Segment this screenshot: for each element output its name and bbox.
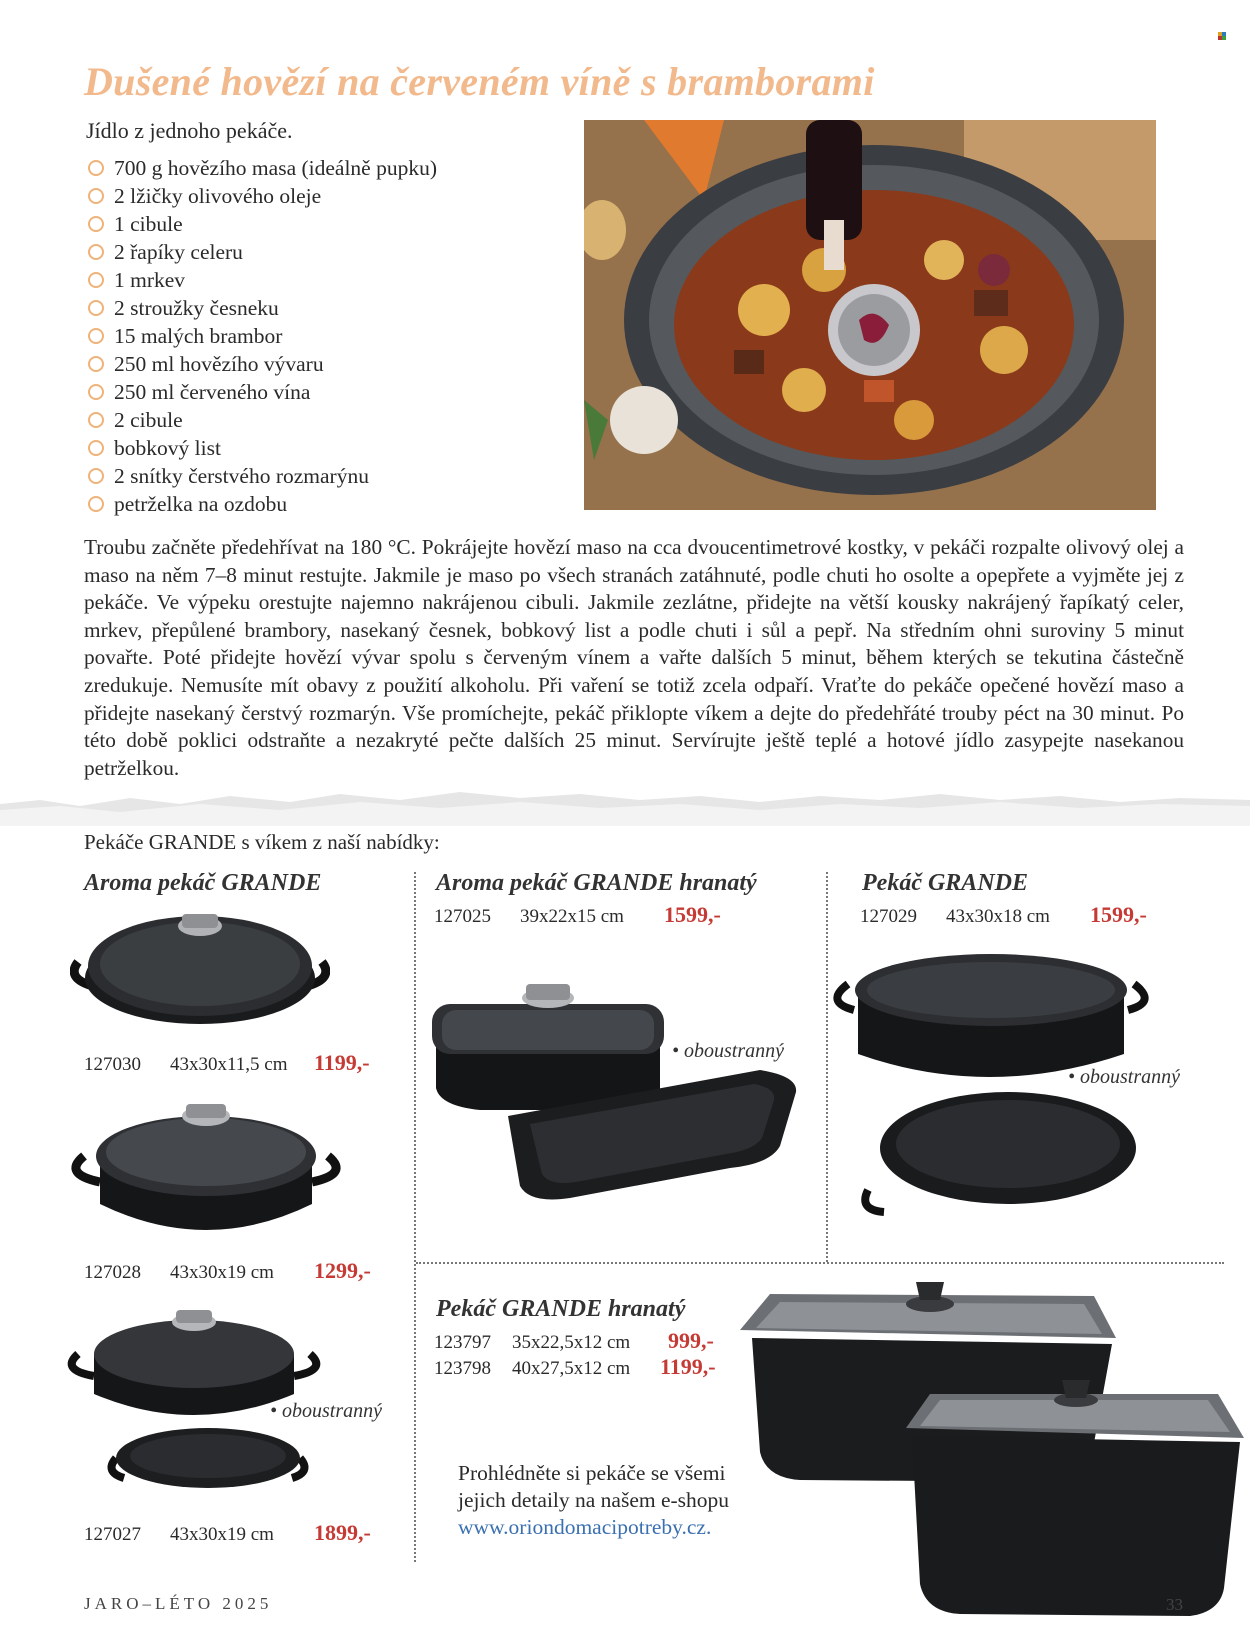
product-title: Aroma pekáč GRANDE hranatý [436,870,757,896]
product-image [66,1086,346,1246]
product-image [70,900,330,1030]
product-spec [434,1354,716,1380]
product-image [828,950,1154,1230]
ingredient-item: 2 lžičky olivového oleje [88,182,437,210]
ingredient-list [88,154,437,518]
recipe-photo [584,120,1156,510]
bullet-icon [88,412,104,428]
product-price: 1199,- [314,1050,370,1075]
row-divider [416,1262,1224,1264]
bullet-icon [88,496,104,512]
product-code: 127025 [434,906,491,927]
product-code: 127029 [860,906,917,927]
product-dimensions: 43x30x11,5 cm [170,1054,288,1075]
ingredient-item: 2 stroužky česneku [88,294,437,322]
product-price: 1199,- [660,1354,716,1379]
ingredient-item: 1 mrkev [88,266,437,294]
product-price: 999,- [668,1328,714,1353]
product-spec [84,1050,370,1076]
product-price: 1599,- [1090,902,1147,927]
product-dimensions: 43x30x19 cm [170,1262,274,1283]
ingredient-item: 1 cibule [88,210,437,238]
bullet-icon [88,300,104,316]
footer-season: JARO–LÉTO 2025 [84,1594,273,1613]
bullet-icon [88,160,104,176]
torn-paper-divider [0,786,1250,826]
ingredient-item: 2 snítky čerstvého rozmarýnu [88,462,437,490]
ingredient-item: 2 cibule [88,406,437,434]
bullet-icon [88,356,104,372]
product-dimensions: 43x30x19 cm [170,1524,274,1545]
recipe-method: Troubu začněte předehřívat na 180 °C. Pokrájejte hovězí maso na cca dvoucentimetrové kostky, v pekáči rozpalte olivový olej a maso na něm 7–8 minut restujte. Jakmile je maso po všech stranách zatáhnuté, podle chuti ho osolte a opepřete a vyjměte jej z pekáče. Ve výpeku orestujte najemno nakrájenou cibuli. Jakmile zezlátne, přidejte na větší kousky nakrájený řapíkatý celer, mrkev, přepůlené brambory, nasekaný česnek, bobkový list a podle chuti i sůl a pepř. Na středním ohni suroviny 5 minut povařte. Poté přidejte hovězí vývar spolu s červeným vínem a vařte dalších 5 minut, během kterých se tekutina částečně zredukuje. Nemusíte mít obavy z použití alkoholu. Při vaření se totiž zcela odpaří. Vraťte do pekáče opečené hovězí maso a přidejte nasekaný čerstvý rozmarýn. Vše promíchejte, pekáč přiklopte víkem a dejte do předehřáté trouby péct na 30 minut. Po této době poklici odstraňte a nezakryté pečte dalších 25 minut. Servírujte ještě teplé a hotové jídlo zasypejte nasekanou petrželkou. [84,535,1184,780]
eshop-note [458,1460,729,1541]
product-price: 1899,- [314,1520,371,1545]
ingredient-item: 250 ml hovězího vývaru [88,350,437,378]
product-title: Aroma pekáč GRANDE [84,870,322,896]
bullet-icon [88,328,104,344]
offer-intro: Pekáče GRANDE s víkem z naší nabídky: [84,830,440,854]
ingredient-item: 700 g hovězího masa (ideálně pupku) [88,154,437,182]
product-title: Pekáč GRANDE hranatý [436,1296,686,1322]
two-sided-note: • oboustranný [270,1400,383,1422]
product-spec [84,1258,371,1284]
product-spec [860,902,1147,928]
ingredient-item: bobkový list [88,434,437,462]
ingredient-item: 15 malých brambor [88,322,437,350]
ingredient-item: 2 řapíky celeru [88,238,437,266]
product-code: 127028 [84,1262,141,1283]
product-dimensions: 39x22x15 cm [520,906,624,927]
product-spec [434,902,721,928]
ingredient-item: 250 ml červeného vína [88,378,437,406]
ingredient-item: petrželka na ozdobu [88,490,437,518]
bullet-icon [88,468,104,484]
product-code: 123797 [434,1332,491,1353]
recipe-intro: Jídlo z jednoho pekáče. [86,118,293,143]
two-sided-note: • oboustranný [1068,1066,1181,1088]
bullet-icon [88,384,104,400]
product-spec [84,1520,371,1546]
product-title: Pekáč GRANDE [862,870,1028,896]
page-number: 33 [1166,1595,1183,1614]
product-code: 123798 [434,1358,491,1379]
bullet-icon [88,188,104,204]
product-dimensions: 43x30x18 cm [946,906,1050,927]
product-image [64,1296,324,1496]
bullet-icon [88,244,104,260]
recipe-title: Dušené hovězí na červeném víně s bramborami [84,59,875,104]
product-spec [434,1328,714,1354]
product-image [420,976,810,1226]
product-price: 1599,- [664,902,721,927]
product-price: 1299,- [314,1258,371,1283]
product-dimensions: 40x27,5x12 cm [512,1358,631,1379]
eshop-link[interactable]: www.oriondomacipotreby.cz. [458,1515,712,1539]
eshop-line: jejich detaily na našem e-shopu [458,1488,730,1512]
product-code: 127030 [84,1054,141,1075]
product-image [740,1282,1250,1636]
product-code: 127027 [84,1524,141,1545]
eshop-line: Prohlédněte si pekáče se všemi [458,1461,726,1485]
two-sided-note: • oboustranný [672,1040,785,1062]
color-mark-icon [1218,32,1226,40]
bullet-icon [88,440,104,456]
column-divider [414,872,416,1562]
bullet-icon [88,272,104,288]
product-dimensions: 35x22,5x12 cm [512,1332,631,1353]
bullet-icon [88,216,104,232]
